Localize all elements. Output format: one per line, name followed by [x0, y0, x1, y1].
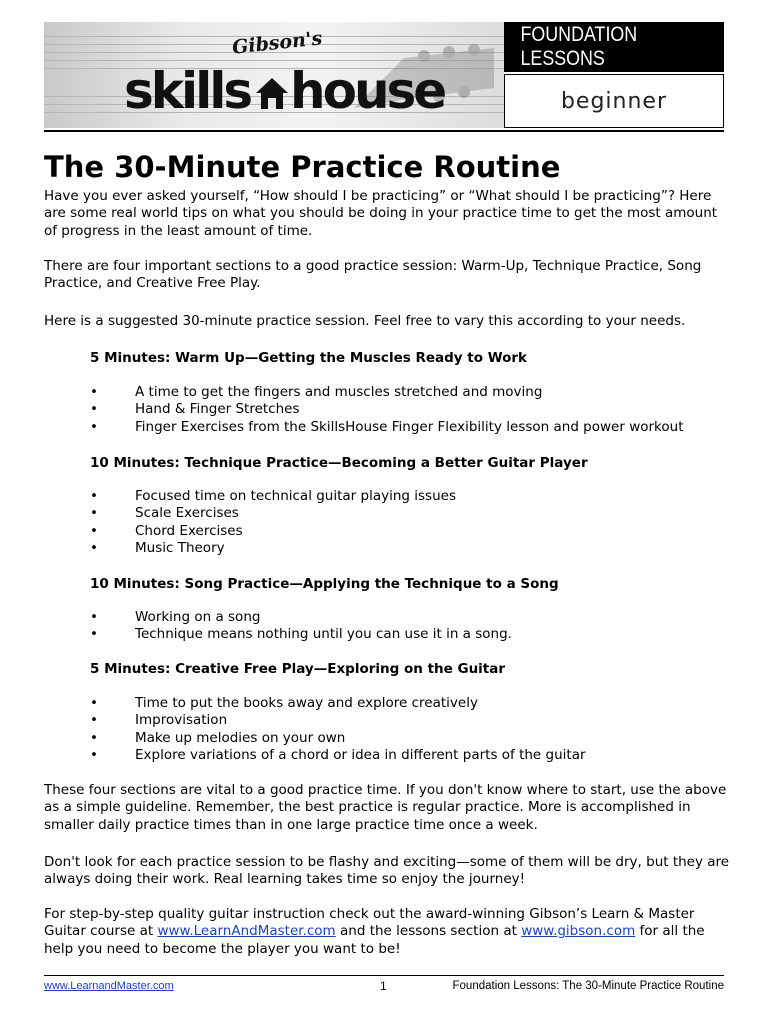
list-item: • Time to put the books away and explore creatively: [90, 695, 586, 712]
header-banner: [44, 22, 724, 132]
list-item: • Finger Exercises from the SkillsHouse Finger Flexibility lesson and power workout: [90, 419, 684, 436]
page-title: The 30-Minute Practice Routine: [44, 150, 561, 184]
final-text: for all the help you need to become the player you want to be!: [44, 923, 705, 957]
list-item: • Scale Exercises: [90, 505, 456, 522]
section-heading: 5 Minutes: Warm Up—Getting the Muscles Ready to Work: [90, 350, 528, 366]
list-item: • A time to get the fingers and muscles stretched and moving: [90, 384, 684, 401]
final-text: and the lessons section at: [335, 923, 522, 940]
bullet-list: [90, 695, 586, 765]
list-item: • Working on a song: [90, 609, 512, 626]
list-item: • Chord Exercises: [90, 523, 456, 540]
list-item: • Focused time on technical guitar playing issues: [90, 488, 456, 505]
list-item: • Music Theory: [90, 540, 456, 557]
gibson-wordmark: Gibson's: [231, 27, 324, 59]
section-heading: 10 Minutes: Technique Practice—Becoming a Better Guitar Player: [90, 455, 588, 471]
closing-paragraph: These four sections are vital to a good practice time. If you don't know where to start, use the above as a simple guideline. Remember, the best practice is regular practice. More is accomplished in smaller daily practice times than in one large practice time once a week.: [44, 782, 727, 833]
footer-website-link[interactable]: www.LearnandMaster.com: [44, 980, 174, 992]
intro-paragraph: There are four important sections to a good practice session: Warm-Up, Technique Practice, Song Practice, and Creative Free Play.: [44, 258, 702, 292]
list-item: • Make up melodies on your own: [90, 730, 586, 747]
page-number: 1: [380, 979, 387, 993]
intro-paragraph: Have you ever asked yourself, “How should I be practicing” or “What should I be practicing”? Here are some real world tips on what you should be doing in your practice time to get the most amount of progress in the least amount of time.: [44, 188, 718, 239]
brand-skills: skills: [124, 62, 251, 120]
bullet-list: [90, 609, 512, 644]
intro-paragraph: Here is a suggested 30-minute practice session. Feel free to vary this according to your needs.: [44, 313, 686, 329]
bullet-list: [90, 384, 684, 436]
closing-paragraph: Don't look for each practice session to be flashy and exciting—some of them will be dry, but they are always doing their work. Real learning takes time so enjoy the journey!: [44, 854, 730, 888]
final-paragraph: [44, 906, 734, 958]
skillshouse-logo: [44, 22, 504, 128]
series-banner: [504, 22, 724, 72]
footer-title: Foundation Lessons: The 30-Minute Practice Routine: [452, 980, 724, 992]
bullet-list: [90, 488, 456, 558]
footer-divider: [44, 975, 724, 976]
section-heading: 10 Minutes: Song Practice—Applying the Technique to a Song: [90, 576, 559, 592]
section-heading: 5 Minutes: Creative Free Play—Exploring on the Guitar: [90, 661, 506, 677]
list-item: • Explore variations of a chord or idea in different parts of the guitar: [90, 747, 586, 764]
list-item: • Technique means nothing until you can use it in a song.: [90, 626, 512, 643]
level-label: beginner: [504, 74, 724, 128]
learnandmaster-link[interactable]: www.LearnAndMaster.com: [157, 923, 336, 940]
house-icon: [255, 76, 289, 110]
list-item: • Improvisation: [90, 712, 586, 729]
list-item: • Hand & Finger Stretches: [90, 401, 684, 418]
series-label: FOUNDATION LESSONS: [521, 22, 708, 72]
gibson-link[interactable]: www.gibson.com: [521, 923, 636, 940]
final-text: For step-by-step quality guitar instruction check out the award-winning Gibson’s Learn & Master Guitar course at: [44, 906, 695, 940]
brand-house: house: [290, 62, 445, 120]
